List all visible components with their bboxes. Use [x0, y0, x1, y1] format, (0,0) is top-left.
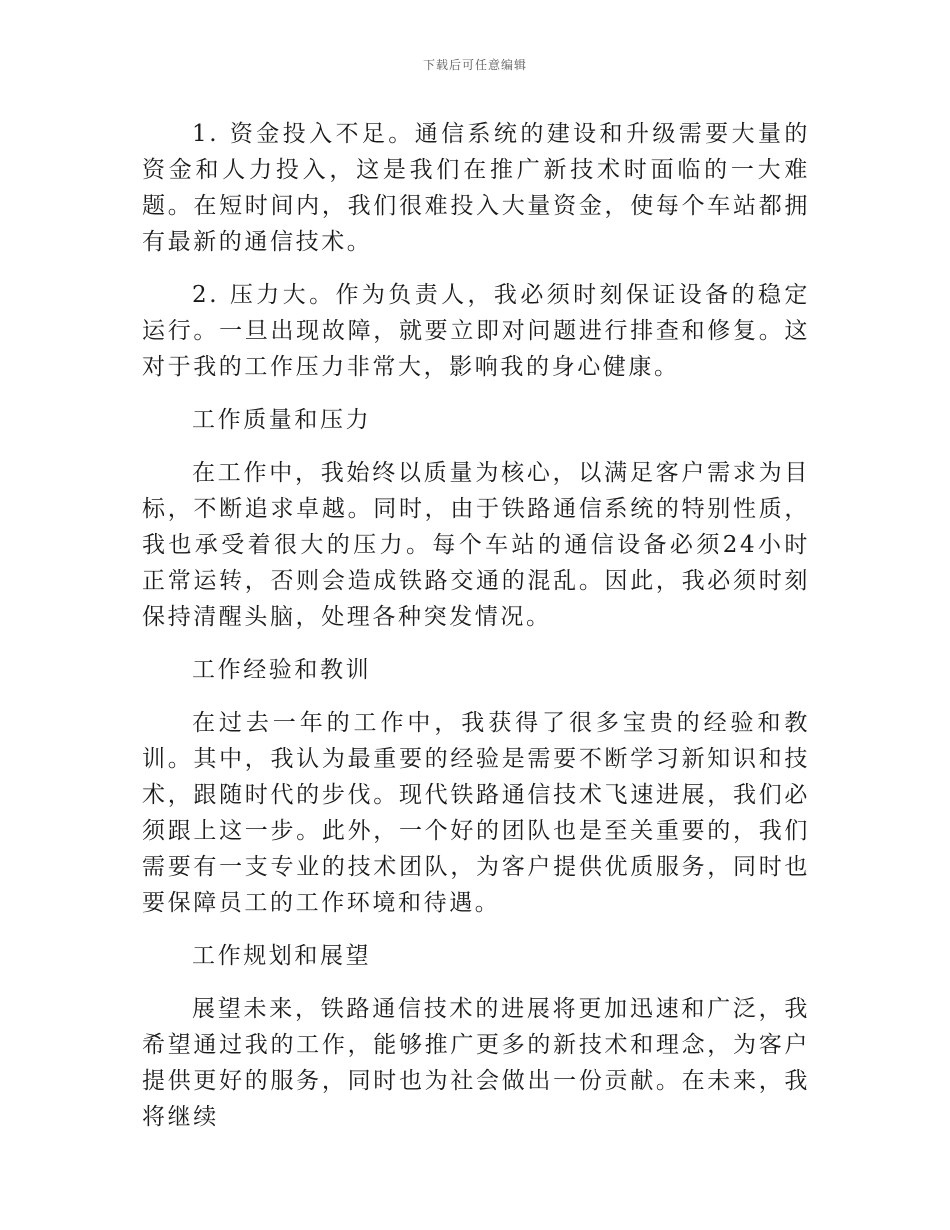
paragraph-funding: 1. 资金投入不足。通信系统的建设和升级需要大量的资金和人力投入，这是我们在推广新技术时面临的一大难题。在短时间内，我们很难投入大量资金，使每个车站都拥有最新的通信技术。	[142, 121, 810, 255]
section-heading-plan: 工作规划和展望	[192, 943, 372, 969]
document-body	[142, 116, 810, 1152]
paragraph-quality: 在工作中，我始终以质量为核心，以满足客户需求为目标，不断追求卓越。同时，由于铁路通信系统的特别性质，我也承受着很大的压力。每个车站的通信设备必须24小时正常运转，否则会造成铁路交通的混乱。因此，我必须时刻保持清醒头脑，处理各种突发情况。	[142, 460, 810, 630]
paragraph-experience: 在过去一年的工作中，我获得了很多宝贵的经验和教训。其中，我认为最重要的经验是需要不断学习新知识和技术，跟随时代的步伐。现代铁路通信技术飞速进展，我们必须跟上这一步。此外，一个好的团队也是至关重要的，我们需要有一支专业的技术团队，为客户提供优质服务，同时也要保障员工的工作环境和待遇。	[142, 710, 810, 916]
page-header: 下载后可任意编辑	[422, 58, 527, 72]
paragraph-pressure: 2. 压力大。作为负责人，我必须时刻保证设备的稳定运行。一旦出现故障，就要立即对问题进行排查和修复。这对于我的工作压力非常大，影响我的身心健康。	[142, 282, 810, 380]
section-heading-experience: 工作经验和教训	[192, 657, 372, 683]
section-heading-quality: 工作质量和压力	[192, 407, 372, 433]
paragraph-plan: 展望未来，铁路通信技术的进展将更加迅速和广泛，我希望通过我的工作，能够推广更多的新技术和理念，为客户提供更好的服务，同时也为社会做出一份贡献。在未来，我将继续	[142, 996, 810, 1130]
